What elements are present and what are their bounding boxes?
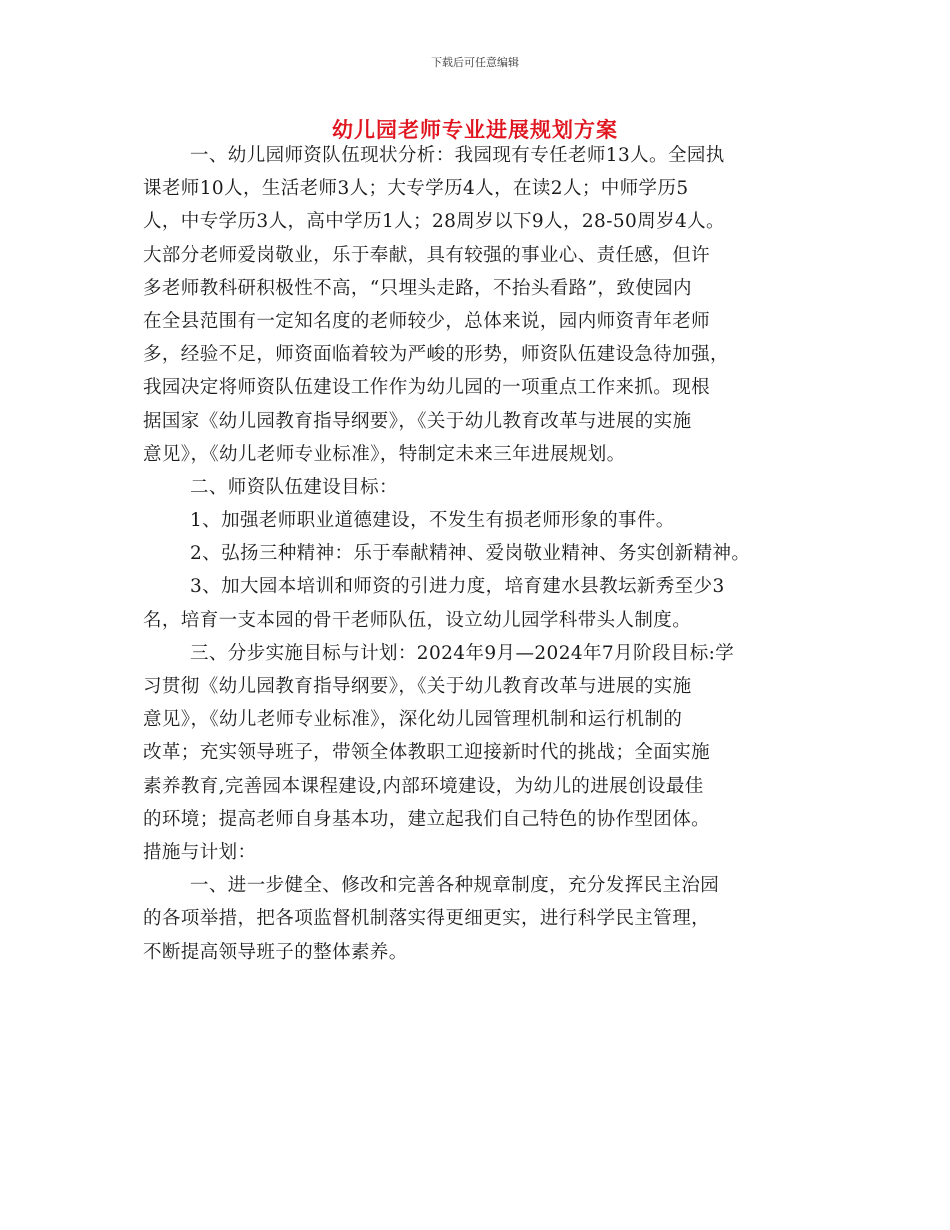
body-line: 三、分步实施目标与计划：2024年9月—2024年7月阶段目标:学	[190, 642, 735, 664]
body-line: 意见》，《幼儿老师专业标准》，深化幼儿园管理机制和运行机制的	[143, 709, 683, 731]
body-line: 课老师10人，生活老师3人；大专学历4人，在读2人；中师学历5	[143, 178, 689, 200]
body-line: 不断提高领导班子的整体素养。	[143, 941, 408, 963]
body-line: 名，培育一支本园的骨干老师队伍，设立幼儿园学科带头人制度。	[143, 609, 692, 631]
body-line: 的环境；提高老师自身基本功，建立起我们自己特色的协作型团体。	[143, 808, 711, 830]
body-line: 习贯彻《幼儿园教育指导纲要》，《关于幼儿教育改革与进展的实施	[143, 676, 692, 697]
body-line: 一、进一步健全、修改和完善各种规章制度，充分发挥民主治园	[190, 875, 720, 897]
body-line: 据国家《幼儿园教育指导纲要》，《关于幼儿教育改革与进展的实施	[143, 410, 692, 432]
body-line: 多老师教科研积极性不高，“只埋头走路，不抬头看路”，致使园内	[143, 277, 692, 299]
page-header-note: 下载后可任意编辑	[431, 56, 519, 69]
document-body	[0, 139, 950, 969]
body-line: 意见》，《幼儿老师专业标准》，特制定未来三年进展规划。	[143, 443, 626, 465]
body-line: 一、幼儿园师资队伍现状分析：我园现有专任老师13人。全园执	[190, 145, 725, 166]
body-line: 大部分老师爱岗敬业，乐于奉献，具有较强的事业心、责任感，但许	[143, 244, 711, 266]
document-title: 幼儿园老师专业进展规划方案	[332, 118, 618, 142]
body-line: 2、弘扬三种精神：乐于奉献精神、爱岗敬业精神、务实创新精神。	[190, 543, 751, 565]
body-line: 在全县范围有一定知名度的老师较少，总体来说，园内师资青年老师	[143, 310, 711, 332]
body-line: 素养教育,完善园本课程建设,内部环境建设，为幼儿的进展创设最佳	[143, 775, 704, 797]
body-line: 的各项举措，把各项监督机制落实得更细更实，进行科学民主管理，	[143, 908, 711, 930]
body-line: 1、加强老师职业道德建设，不发生有损老师形象的事件。	[190, 510, 675, 532]
body-line: 我园决定将师资队伍建设工作作为幼儿园的一项重点工作来抓。现根	[143, 377, 711, 399]
body-line: 措施与计划：	[143, 841, 257, 863]
body-line: 多，经验不足，师资面临着较为严峻的形势，师资队伍建设急待加强，	[143, 344, 729, 366]
body-line: 3、加大园本培训和师资的引进力度，培育建水县教坛新秀至少3	[190, 576, 725, 598]
body-line: 人，中专学历3人，高中学历1人；28周岁以下9人，28-50周岁4人。	[143, 211, 725, 233]
body-line: 改革；充实领导班子，带领全体教职工迎接新时代的挑战；全面实施	[143, 742, 711, 764]
body-line: 二、师资队伍建设目标：	[190, 476, 398, 498]
